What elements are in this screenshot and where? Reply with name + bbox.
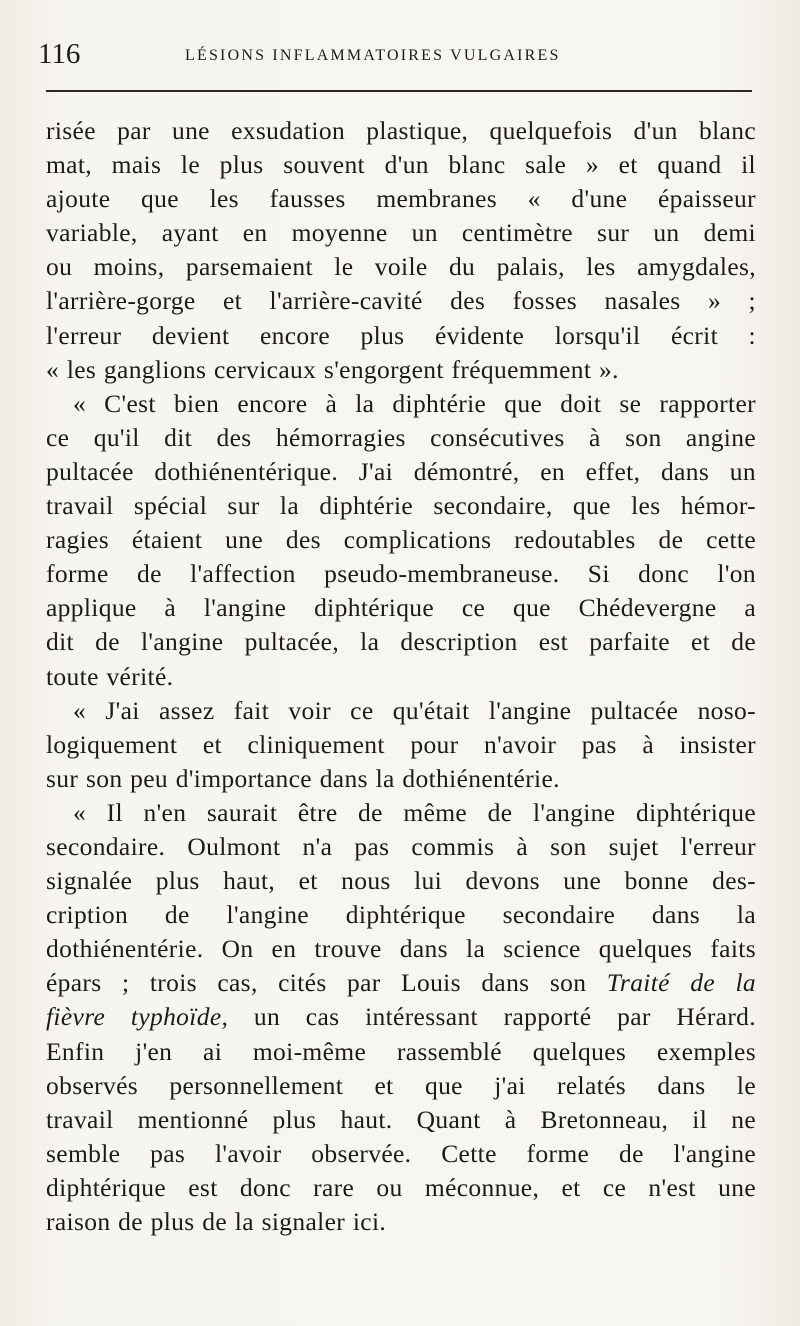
text-line: mat, mais le plus souvent d'un blanc sale » et quand il bbox=[46, 150, 756, 180]
text-line: « J'ai assez fait voir ce qu'était l'angine pultacée noso- bbox=[73, 695, 756, 725]
text-line: l'arrière-gorge et l'arrière-cavité des fosses nasales » ; bbox=[46, 286, 756, 316]
page-header bbox=[38, 36, 758, 76]
text-line: cription de l'angine diphtérique secondaire dans la bbox=[46, 900, 756, 930]
text-line: « Il n'en saurait être de même de l'angine diphtérique bbox=[73, 797, 756, 827]
text-line: « les ganglions cervicaux s'engorgent fréquemment ». bbox=[46, 354, 619, 384]
text-line: raison de plus de la signaler ici. bbox=[46, 1207, 387, 1236]
text-run: épars ; trois cas, cités par Louis dans son bbox=[46, 968, 587, 998]
text-line-with-italic bbox=[46, 1000, 756, 1034]
text-line: variable, ayant en moyenne un centimètre sur un demi bbox=[46, 218, 756, 248]
text-line: travail spécial sur la diphtérie secondaire, que les hémor- bbox=[46, 491, 756, 521]
paragraph-2 bbox=[46, 387, 756, 694]
text-line: ou moins, parsemaient le voile du palais, les amygdales, bbox=[46, 252, 756, 282]
paragraph-4 bbox=[46, 796, 756, 1239]
text-line: pultacée dothiénentérique. J'ai démontré, en effet, dans un bbox=[46, 456, 756, 486]
text-line: risée par une exsudation plastique, quelquefois d'un blanc bbox=[46, 116, 756, 145]
text-line: dothiénentérie. On en trouve dans la science quelques faits bbox=[46, 934, 756, 964]
text-line: signalée plus haut, et nous lui devons une bonne des- bbox=[46, 866, 756, 896]
text-line: semble pas l'avoir observée. Cette forme de l'angine bbox=[46, 1138, 756, 1168]
text-line: ajoute que les fausses membranes « d'une épaisseur bbox=[46, 184, 756, 214]
text-line: observés personnellement et que j'ai relatés dans le bbox=[46, 1070, 756, 1100]
text-line: dit de l'angine pultacée, la description est parfaite et de bbox=[46, 627, 756, 657]
text-line-with-italic bbox=[46, 966, 756, 1000]
body-text bbox=[46, 114, 756, 1239]
header-rule bbox=[46, 90, 752, 92]
text-line: applique à l'angine diphtérique ce que Chédevergne a bbox=[46, 593, 756, 623]
text-line: ce qu'il dit des hémorragies consécutives à son angine bbox=[46, 422, 756, 452]
page-number: 116 bbox=[38, 38, 81, 70]
text-line: « C'est bien encore à la diphtérie que doit se rapporter bbox=[73, 388, 756, 418]
text-line: toute vérité. bbox=[46, 661, 174, 691]
text-line: sur son peu d'importance dans la dothiénentérie. bbox=[46, 763, 560, 793]
paragraph-1 bbox=[46, 114, 756, 387]
text-line: travail mentionné plus haut. Quant à Bretonneau, il ne bbox=[46, 1104, 756, 1134]
text-line: l'erreur devient encore plus évidente lorsqu'il écrit : bbox=[46, 320, 756, 350]
running-head: LÉSIONS INFLAMMATOIRES VULGAIRES bbox=[185, 47, 561, 64]
text-run: un cas intéressant rapporté par Hérard. bbox=[228, 1002, 756, 1032]
text-line: diphtérique est donc rare ou méconnue, et ce n'est une bbox=[46, 1172, 756, 1202]
paragraph-3 bbox=[46, 694, 756, 796]
book-title-italic: fièvre typhoïde, bbox=[46, 1002, 229, 1032]
text-line: secondaire. Oulmont n'a pas commis à son sujet l'erreur bbox=[46, 831, 756, 861]
text-line: ragies étaient une des complications redoutables de cette bbox=[46, 525, 756, 555]
book-title-italic: Traité de la bbox=[606, 968, 756, 998]
text-line: Enfin j'en ai moi-même rassemblé quelques exemples bbox=[46, 1036, 756, 1066]
text-line: forme de l'affection pseudo-membraneuse. Si donc l'on bbox=[46, 559, 756, 589]
text-line: logiquement et cliniquement pour n'avoir pas à insister bbox=[46, 729, 756, 759]
